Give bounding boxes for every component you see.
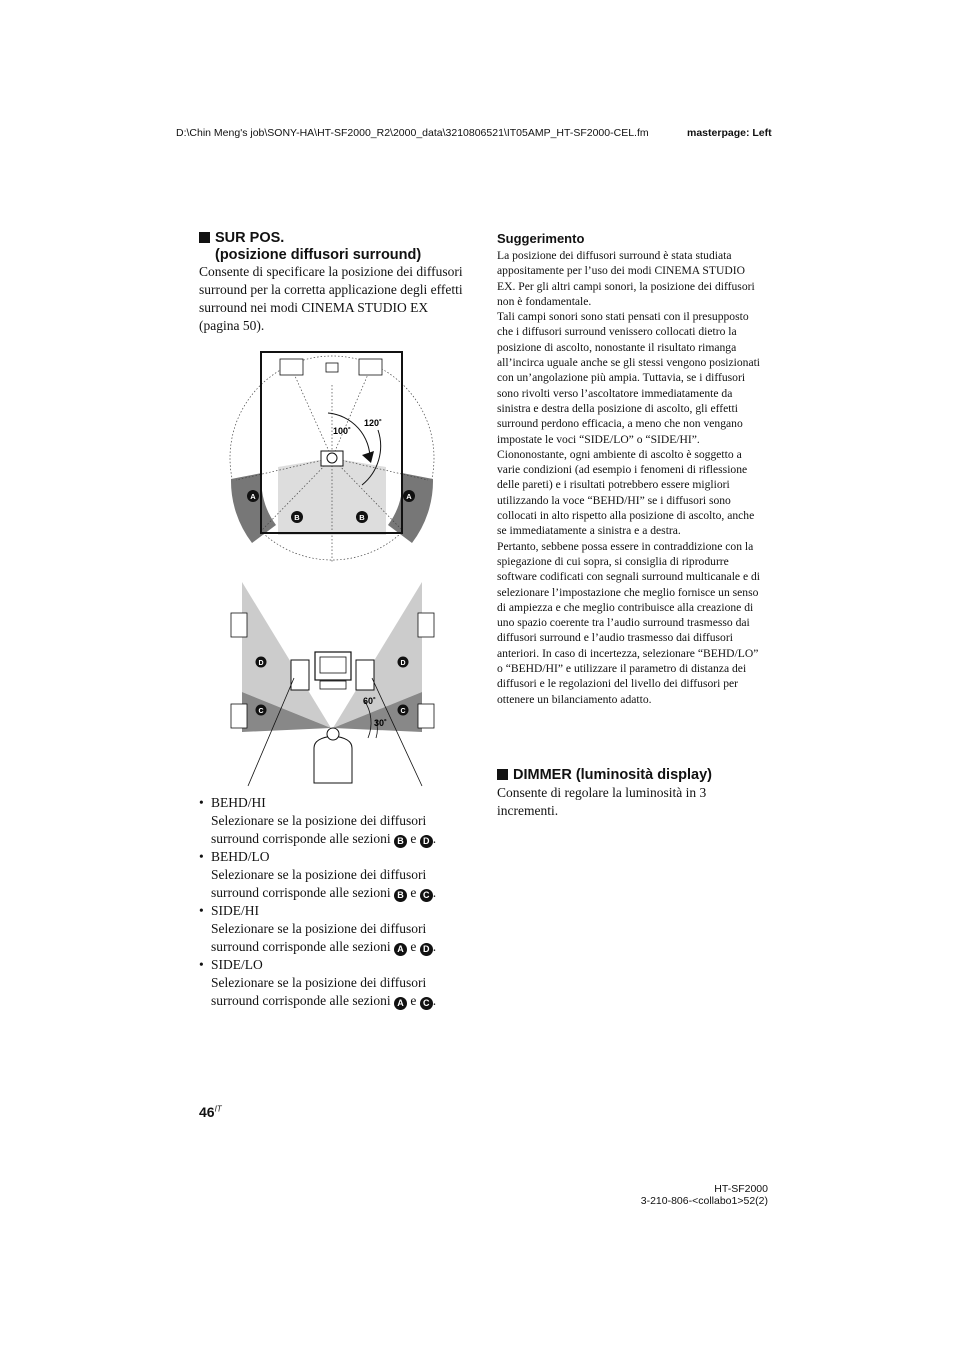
- option-name: • SIDE/HI: [199, 902, 469, 920]
- zone-c-right-label: C: [400, 708, 406, 715]
- option-desc: Selezionare se la posizione dei diffusori surround corrisponde alle sezioni A e C .: [211, 975, 437, 1008]
- page-number: $46^{IT}$: [199, 1104, 222, 1120]
- tip-body: [497, 248, 765, 707]
- option-list: [199, 794, 469, 1010]
- dimmer-body: Consente di regolare la luminosità in 3 incrementi.: [497, 785, 707, 818]
- front-right-speaker-icon: [356, 660, 374, 690]
- front-right-speaker-icon: [359, 359, 382, 375]
- zone-d-left-label: D: [258, 660, 264, 667]
- tip-paragraph: Tali campi sonori sono stati pensati con il presupposto che i diffusori surround venissero collocati dietro la posizione di ascolto, nonostante il risultato rimanga all’incirca uguale anche se gli stessi vengono posizionati con un’angolazione più ampia. Tuttavia, se i diffusori sono rivolti verso l’ascoltatore immediatamente da sinistra e destra della posizione di ascolto, gli effetti surround perdono efficacia, a meno che non vengano impostate le voci “SIDE/LO” o “SIDE/HI”. Ciononostante, ogni ambiente di ascolto è soggetto a varie condizioni (ad esempio i fenomeni di riflessione delle pareti) e i risultati potrebbero essere migliori utilizzando la voce “BEHD/HI” se i diffusori sono collocati in alto rispetto alla posizione di ascolto, anche se immediatamente a sinistra e a destra.: [497, 310, 761, 538]
- speaker-height-side-diagram: [226, 578, 440, 788]
- dimmer-heading: [497, 767, 712, 784]
- footer-code: 3-210-806-<collabo1>52(2): [640, 1195, 768, 1207]
- option-name: • SIDE/LO: [199, 956, 469, 974]
- zone-a-right-label: A: [406, 492, 412, 501]
- zone-b-left-label: B: [294, 513, 300, 522]
- front-left-speaker-icon: [280, 359, 303, 375]
- zone-d-right-label: D: [400, 660, 406, 667]
- file-path-header: D:\Chin Meng's job\SONY-HA\HT-SF2000_R2\2000_data\3210806521\IT05AMP_HT-SF2000-CEL.fm: [176, 127, 649, 139]
- center-speaker-icon: [320, 681, 346, 689]
- sur-pos-subtitle: (posizione diffusori surround): [215, 247, 422, 263]
- zone-a-left-label: A: [250, 492, 256, 501]
- option-desc: Selezionare se la posizione dei diffusori surround corrisponde alle sezioni B e C .: [211, 867, 437, 900]
- masterpage-label: masterpage: Left: [687, 127, 772, 139]
- angle-60-label: 60˚: [363, 696, 377, 706]
- option-item: [199, 902, 469, 956]
- angle-120-label: 120˚: [364, 418, 383, 428]
- sur-pos-title: SUR POS.: [215, 230, 285, 246]
- dimmer-title: DIMMER (luminosità display): [513, 767, 712, 783]
- option-name: • BEHD/LO: [199, 848, 469, 866]
- option-item: [199, 848, 469, 902]
- tip-title: Suggerimento: [497, 231, 585, 246]
- option-item: [199, 794, 469, 848]
- angle-100-label: 100˚: [333, 426, 352, 436]
- option-desc: Selezionare se la posizione dei diffusori surround corrisponde alle sezioni A e D .: [211, 921, 437, 954]
- option-item: [199, 956, 469, 1010]
- zone-b-right-label: B: [359, 513, 365, 522]
- zone-c-left-label: C: [258, 708, 264, 715]
- option-desc: Selezionare se la posizione dei diffusori surround corrisponde alle sezioni B e D .: [211, 813, 437, 846]
- footer-model: HT-SF2000: [714, 1183, 768, 1195]
- listener-icon: [314, 736, 352, 783]
- option-name: • BEHD/HI: [199, 794, 469, 812]
- front-left-speaker-icon: [291, 660, 309, 690]
- speaker-position-top-diagram: [222, 345, 442, 570]
- sur-pos-body: Consente di specificare la posizione dei diffusori surround per la corretta applicazione degli effetti surround nei modi CINEMA STUDIO EX (pagina 50).: [199, 264, 463, 333]
- tip-paragraph: Pertanto, sebbene possa essere in contraddizione con la spiegazione di cui sopra, si consiglia di riprodurre software codificati con segnali surround multicanale e di selezionare l’impostazione che meglio fornisce un senso di ampiezza e che meglio contribuisce alla creazione di uno spazio coerente tra l’audio surround trasmesso dai diffusori surround e l’audio trasmesso dai diffusori anteriori. In caso di incertezza, selezionare “BEHD/LO” o “BEHD/HI” e utilizzare il parametro di distanza dei diffusori e le regolazioni del livello dei diffusori per ottenere un bilanciamento adatto.: [497, 539, 761, 706]
- tip-paragraph: La posizione dei diffusori surround è stata studiata appositamente per l’uso dei modi CINEMA STUDIO EX. Per gli altri campi sonori, la posizione dei diffusori non è fondamentale.: [497, 249, 755, 308]
- center-speaker-icon: [326, 363, 338, 372]
- square-bullet-icon: [497, 769, 508, 780]
- angle-30-label: 30˚: [374, 718, 388, 728]
- sur-pos-heading: [199, 230, 421, 264]
- square-bullet-icon: [199, 232, 210, 243]
- footer-info: [628, 1183, 768, 1207]
